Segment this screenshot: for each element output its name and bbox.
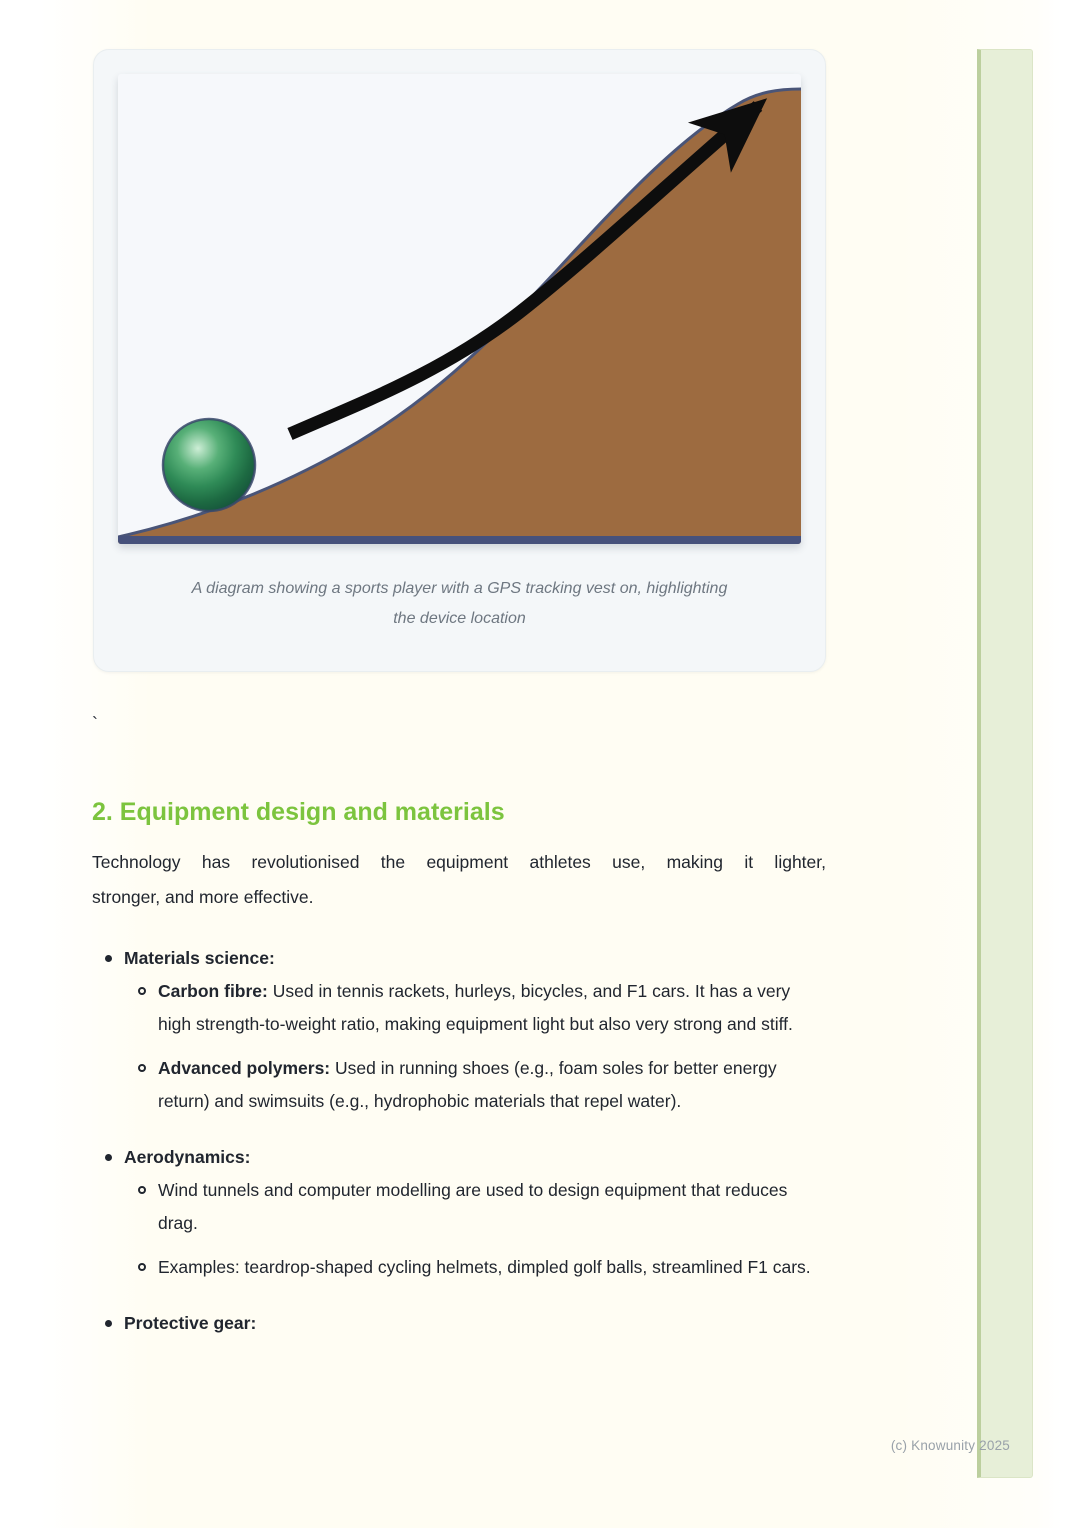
list-item-lead: Aerodynamics: [124,1147,251,1167]
list-item-text: Used in tennis rackets, hurleys, bicycles, and F1 cars. It has a very high strength-to-weight ratio, making equipment light but also very strong and stiff. [158,981,793,1034]
intro-paragraph [92,845,826,915]
bullet-circle-icon [138,1263,146,1271]
copyright-text: (c) Knowunity 2025 [890,1438,1010,1453]
intro-paragraph-line2: stronger, and more effective. [92,887,314,907]
ball [163,419,255,511]
next-page-edge-stripe [977,49,1033,1478]
figure-card [93,49,826,672]
list-item-wind-tunnels [92,1174,814,1240]
figure-caption-line1: A diagram showing a sports player with a GPS tracking vest on, highlighting [191,580,728,597]
bullet-circle-icon [138,987,146,995]
base-line [118,536,801,544]
list-item-text: Wind tunnels and computer modelling are used to design equipment that reduces drag. [158,1180,788,1233]
bullet-circle-icon [138,1064,146,1072]
bullet-dot-icon [105,955,112,962]
list-item-protective-gear [92,1307,826,1340]
list-item-aerodynamics [92,1141,826,1174]
list-item-text: Examples: teardrop-shaped cycling helmets, dimpled golf balls, streamlined F1 cars. [158,1257,811,1277]
list-item-advanced-polymers [92,1052,814,1118]
list-item-examples [92,1251,814,1284]
bullet-dot-icon [105,1320,112,1327]
stray-backtick-text: ` [92,714,98,734]
list-item-text: Used in running shoes (e.g., foam soles for better energy return) and swimsuits (e.g., hydrophobic materials that repel water). [158,1058,777,1111]
bullet-dot-icon [105,1154,112,1161]
figure-illustration [118,74,801,544]
topic-list [92,942,826,1340]
intro-paragraph-line1: Technology has revolutionised the equipment athletes use, making it lighter, [92,852,826,872]
figure-caption-line2: the device location [393,610,526,627]
list-item-carbon-fibre [92,975,814,1041]
list-item-lead: Materials science: [124,948,275,968]
list-item-lead: Carbon fibre: [158,981,268,1001]
bullet-circle-icon [138,1186,146,1194]
ball-on-hill-illustration [118,74,801,544]
list-item-materials-science [92,942,826,975]
section-heading: 2. Equipment design and materials [92,798,505,826]
figure-caption [118,574,801,634]
list-item-lead: Advanced polymers: [158,1058,331,1078]
list-item-lead: Protective gear: [124,1313,257,1333]
